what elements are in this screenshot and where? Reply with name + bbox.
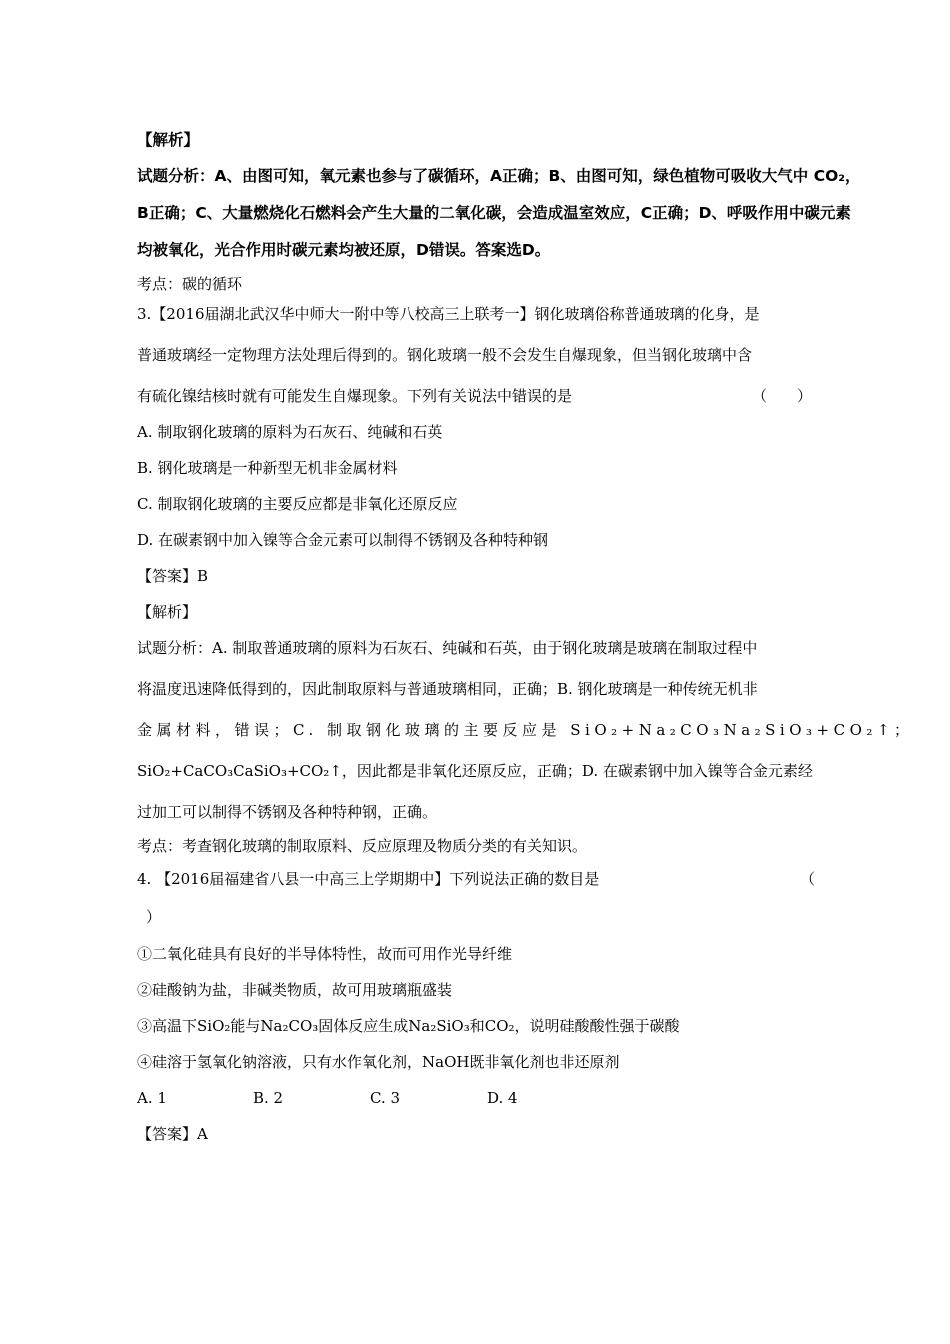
q4-bracket-open: （ — [800, 870, 816, 888]
q3-analysis-line: 试题分析：A. 制取普通玻璃的原料为石灰石、纯碱和石英，由于钢化玻璃是玻璃在制取过程中 — [137, 639, 758, 657]
q4-statement-4: ④硅溶于氢氧化钠溶液，只有水作氧化剂，NaOH既非氧化剂也非还原剂 — [137, 1053, 620, 1071]
q4-option-b: B. 2 — [253, 1089, 284, 1107]
q3-analysis-line: 金属材料，错误；C. 制取钢化玻璃的主要反应是 SiO₂+Na₂CO₃Na₂SiO₃+CO₂↑； — [137, 721, 914, 739]
q2-kaodian: 考点：碳的循环 — [137, 275, 243, 293]
q3-option-d: D. 在碳素钢中加入镍等合金元素可以制得不锈钢及各种特种钢 — [137, 531, 549, 549]
q3-answer-bracket: （ ） — [752, 387, 813, 405]
q3-stem-line: 普通玻璃经一定物理方法处理后得到的。钢化玻璃一般不会发生自爆现象，但当钢化玻璃中含 — [137, 346, 753, 364]
q3-stem-line: 有硫化镍结核时就有可能发生自爆现象。下列有关说法中错误的是 — [137, 387, 573, 405]
q3-option-c: C. 制取钢化玻璃的主要反应都是非氧化还原反应 — [137, 495, 458, 513]
q3-option-a: A. 制取钢化玻璃的原料为石灰石、纯碱和石英 — [137, 423, 443, 441]
q4-statement-2: ②硅酸钠为盐，非碱类物质，故可用玻璃瓶盛装 — [137, 981, 453, 999]
q2-analysis-tag: 【解析】 — [137, 131, 200, 149]
q3-stem-line: 3.【2016届湖北武汉华中师大一附中等八校高三上联考一】钢化玻璃俗称普通玻璃的化身，是 — [137, 305, 760, 323]
q4-option-d: D. 4 — [487, 1089, 518, 1107]
q3-analysis-line: 将温度迅速降低得到的，因此制取原料与普通玻璃相同，正确；B. 钢化玻璃是一种传统无机非 — [137, 680, 758, 698]
q4-bracket-close: ） — [146, 908, 162, 926]
q4-statement-3: ③高温下SiO₂能与Na₂CO₃固体反应生成Na₂SiO₃和CO₂，说明硅酸酸性强于碳酸 — [137, 1017, 680, 1035]
q3-analysis-tag: 【解析】 — [137, 603, 198, 621]
q4-option-a: A. 1 — [137, 1089, 167, 1107]
q3-analysis-line: 过加工可以制得不锈钢及各种特种钢，正确。 — [137, 803, 438, 821]
q4-stem: 4. 【2016届福建省八县一中高三上学期期中】下列说法正确的数目是 — [137, 870, 600, 888]
q2-analysis-line: 试题分析：A、由图可知，氧元素也参与了碳循环，A正确；B、由图可知，绿色植物可吸收大气中 CO₂， — [137, 167, 861, 185]
q3-kaodian: 考点：考查钢化玻璃的制取原料、反应原理及物质分类的有关知识。 — [137, 837, 588, 855]
q3-analysis-line: SiO₂+CaCO₃CaSiO₃+CO₂↑，因此都是非氧化还原反应，正确；D. 在碳素钢中加入镍等合金元素经 — [137, 762, 813, 780]
q3-answer: 【答案】B — [137, 567, 209, 585]
q2-analysis-line: 均被氧化，光合作用时碳元素均被还原，D错误。答案选D。 — [137, 241, 551, 259]
q3-option-b: B. 钢化玻璃是一种新型无机非金属材料 — [137, 459, 398, 477]
q4-option-c: C. 3 — [370, 1089, 401, 1107]
q2-analysis-line: B正确；C、大量燃烧化石燃料会产生大量的二氧化碳，会造成温室效应，C正确；D、呼吸作用中碳元素 — [137, 204, 851, 222]
q4-answer: 【答案】A — [137, 1125, 208, 1143]
q4-statement-1: ①二氧化硅具有良好的半导体特性，故而可用作光导纤维 — [137, 945, 513, 963]
